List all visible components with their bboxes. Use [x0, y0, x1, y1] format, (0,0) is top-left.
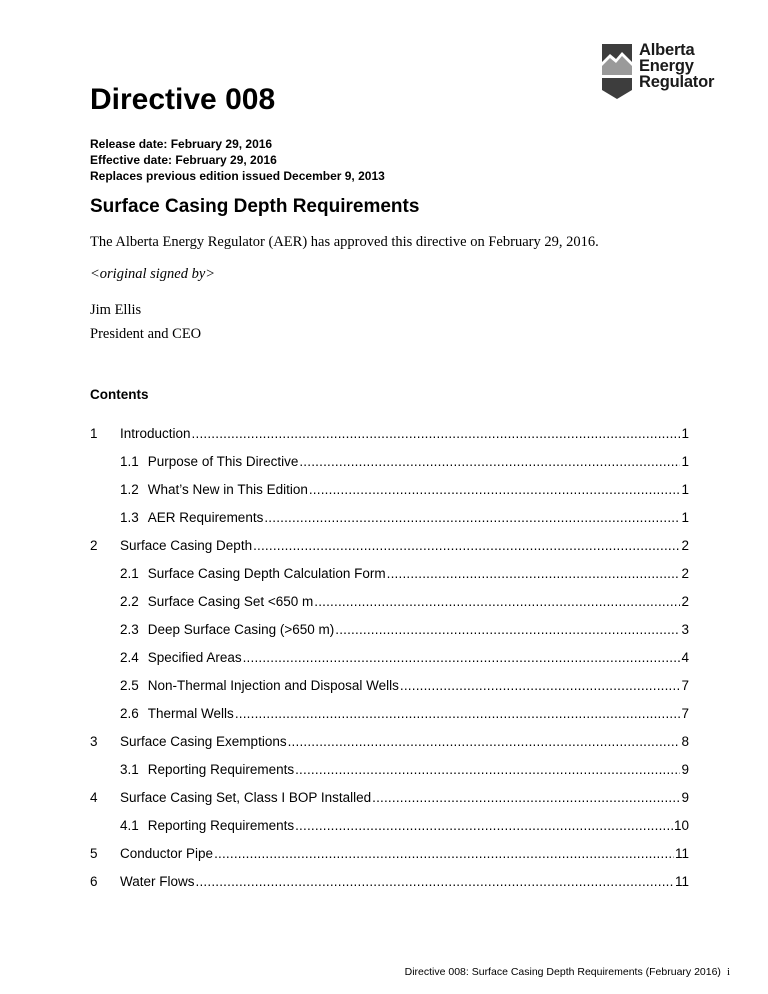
toc-row[interactable]	[90, 510, 689, 528]
toc-entry	[120, 846, 689, 861]
toc-section-number: 4	[90, 790, 98, 805]
toc-page-number: 9	[681, 762, 689, 777]
toc-label: Purpose of This Directive	[147, 454, 299, 469]
toc-row[interactable]	[90, 538, 689, 556]
toc-subsection-number: 1.2	[120, 482, 139, 497]
document-title: Directive 008	[90, 83, 276, 116]
release-date: Release date: February 29, 2016	[90, 137, 273, 151]
toc-entry	[120, 762, 689, 777]
toc-section-number: 2	[90, 538, 98, 553]
toc-row[interactable]	[90, 482, 689, 500]
toc-subsection-number: 1.3	[120, 510, 139, 525]
toc-dot-leader	[314, 594, 680, 609]
toc-dot-leader	[400, 678, 681, 693]
toc-dot-leader	[335, 622, 680, 637]
effective-date: Effective date: February 29, 2016	[90, 153, 277, 167]
toc-section-number: 3	[90, 734, 98, 749]
toc-dot-leader	[295, 818, 673, 833]
signer-title: President and CEO	[90, 326, 202, 342]
toc-row[interactable]	[90, 622, 689, 640]
toc-entry	[120, 510, 689, 525]
toc-subsection-number: 2.6	[120, 706, 139, 721]
toc-label: Specified Areas	[147, 650, 242, 665]
toc-dot-leader	[299, 454, 680, 469]
toc-entry	[120, 678, 689, 693]
aer-logo	[600, 42, 730, 102]
toc-subsection-number: 1.1	[120, 454, 139, 469]
signer-name: Jim Ellis	[90, 302, 142, 318]
toc-row[interactable]	[90, 762, 689, 780]
toc-dot-leader	[372, 790, 680, 805]
toc-label: Surface Casing Depth	[120, 538, 253, 553]
toc-page-number: 8	[681, 734, 689, 749]
toc-dot-leader	[196, 874, 674, 889]
toc-label: Surface Casing Set, Class I BOP Installed	[120, 790, 372, 805]
toc-section-number: 1	[90, 426, 98, 441]
toc-entry	[120, 454, 689, 469]
toc-dot-leader	[295, 762, 680, 777]
toc-section-number: 6	[90, 874, 98, 889]
toc-row[interactable]	[90, 650, 689, 668]
document-subtitle: Surface Casing Depth Requirements	[90, 196, 420, 217]
toc-entry	[120, 426, 689, 441]
toc-entry	[120, 790, 689, 805]
signature-placeholder: <original signed by>	[90, 266, 216, 282]
toc-subsection-number: 2.2	[120, 594, 139, 609]
logo-line-3: Regulator	[639, 73, 715, 91]
toc-dot-leader	[214, 846, 674, 861]
toc-section-number: 5	[90, 846, 98, 861]
signer-block	[90, 298, 201, 346]
toc-row[interactable]	[90, 706, 689, 724]
toc-dot-leader	[192, 426, 681, 441]
aer-mountain-logo-icon	[600, 42, 634, 100]
toc-row[interactable]	[90, 874, 689, 892]
toc-entry	[120, 566, 689, 581]
toc-page-number: 3	[681, 622, 689, 637]
toc-label: Deep Surface Casing (>650 m)	[147, 622, 335, 637]
toc-page-number: 4	[681, 650, 689, 665]
toc-dot-leader	[235, 706, 681, 721]
toc-label: What’s New in This Edition	[147, 482, 308, 497]
toc-row[interactable]	[90, 734, 689, 752]
toc-row[interactable]	[90, 678, 689, 696]
toc-entry	[120, 622, 689, 637]
toc-dot-leader	[387, 566, 681, 581]
page-footer	[405, 966, 730, 978]
toc-dot-leader	[288, 734, 681, 749]
toc-page-number: 7	[681, 678, 689, 693]
toc-row[interactable]	[90, 454, 689, 472]
toc-label: Surface Casing Exemptions	[120, 734, 287, 749]
toc-label: Water Flows	[120, 874, 195, 889]
toc-subsection-number: 4.1	[120, 818, 139, 833]
toc-page-number: 2	[681, 566, 689, 581]
toc-entry	[120, 594, 689, 609]
toc-label: Reporting Requirements	[147, 818, 295, 833]
toc-subsection-number: 2.1	[120, 566, 139, 581]
toc-row[interactable]	[90, 426, 689, 444]
approval-statement: The Alberta Energy Regulator (AER) has approved this directive on February 29, 2016.	[90, 234, 599, 250]
footer-text: Directive 008: Surface Casing Depth Requirements (February 2016)	[404, 966, 721, 978]
date-block	[90, 136, 385, 184]
toc-row[interactable]	[90, 818, 689, 836]
toc-page-number: 1	[681, 510, 689, 525]
toc-entry	[120, 650, 689, 665]
toc-page-number: 1	[681, 482, 689, 497]
logo-line-1: Alberta	[639, 41, 695, 59]
toc-page-number: 1	[681, 426, 689, 441]
logo-wordmark	[639, 42, 714, 90]
toc-page-number: 2	[681, 594, 689, 609]
toc-page-number: 1	[681, 454, 689, 469]
toc-page-number: 11	[674, 874, 689, 889]
toc-row[interactable]	[90, 790, 689, 808]
toc-row[interactable]	[90, 846, 689, 864]
toc-dot-leader	[264, 510, 680, 525]
toc-label: AER Requirements	[147, 510, 264, 525]
toc-entry	[120, 818, 689, 833]
toc-page-number: 11	[674, 846, 689, 861]
toc-subsection-number: 2.5	[120, 678, 139, 693]
toc-subsection-number: 2.3	[120, 622, 139, 637]
toc-page-number: 10	[673, 818, 689, 833]
replaces-edition: Replaces previous edition issued December 9, 2013	[90, 169, 385, 183]
toc-label: Conductor Pipe	[120, 846, 214, 861]
toc-entry	[120, 734, 689, 749]
toc-entry	[120, 706, 689, 721]
toc-page-number: 9	[681, 790, 689, 805]
logo-line-2: Energy	[639, 57, 694, 75]
toc-label: Surface Casing Depth Calculation Form	[147, 566, 386, 581]
toc-page-number: 7	[681, 706, 689, 721]
toc-dot-leader	[243, 650, 681, 665]
toc-subsection-number: 3.1	[120, 762, 139, 777]
toc-entry	[120, 538, 689, 553]
toc-label: Surface Casing Set <650 m	[147, 594, 314, 609]
toc-row[interactable]	[90, 566, 689, 584]
footer-page-number: i	[726, 966, 730, 978]
toc-label: Reporting Requirements	[147, 762, 295, 777]
toc-label: Introduction	[120, 426, 191, 441]
toc-label: Non-Thermal Injection and Disposal Wells	[147, 678, 399, 693]
toc-dot-leader	[253, 538, 680, 553]
toc-page-number: 2	[681, 538, 689, 553]
toc-label: Thermal Wells	[147, 706, 234, 721]
contents-heading: Contents	[90, 387, 149, 402]
toc-subsection-number: 2.4	[120, 650, 139, 665]
toc-entry	[120, 874, 689, 889]
toc-row[interactable]	[90, 594, 689, 612]
toc-dot-leader	[309, 482, 681, 497]
toc-entry	[120, 482, 689, 497]
